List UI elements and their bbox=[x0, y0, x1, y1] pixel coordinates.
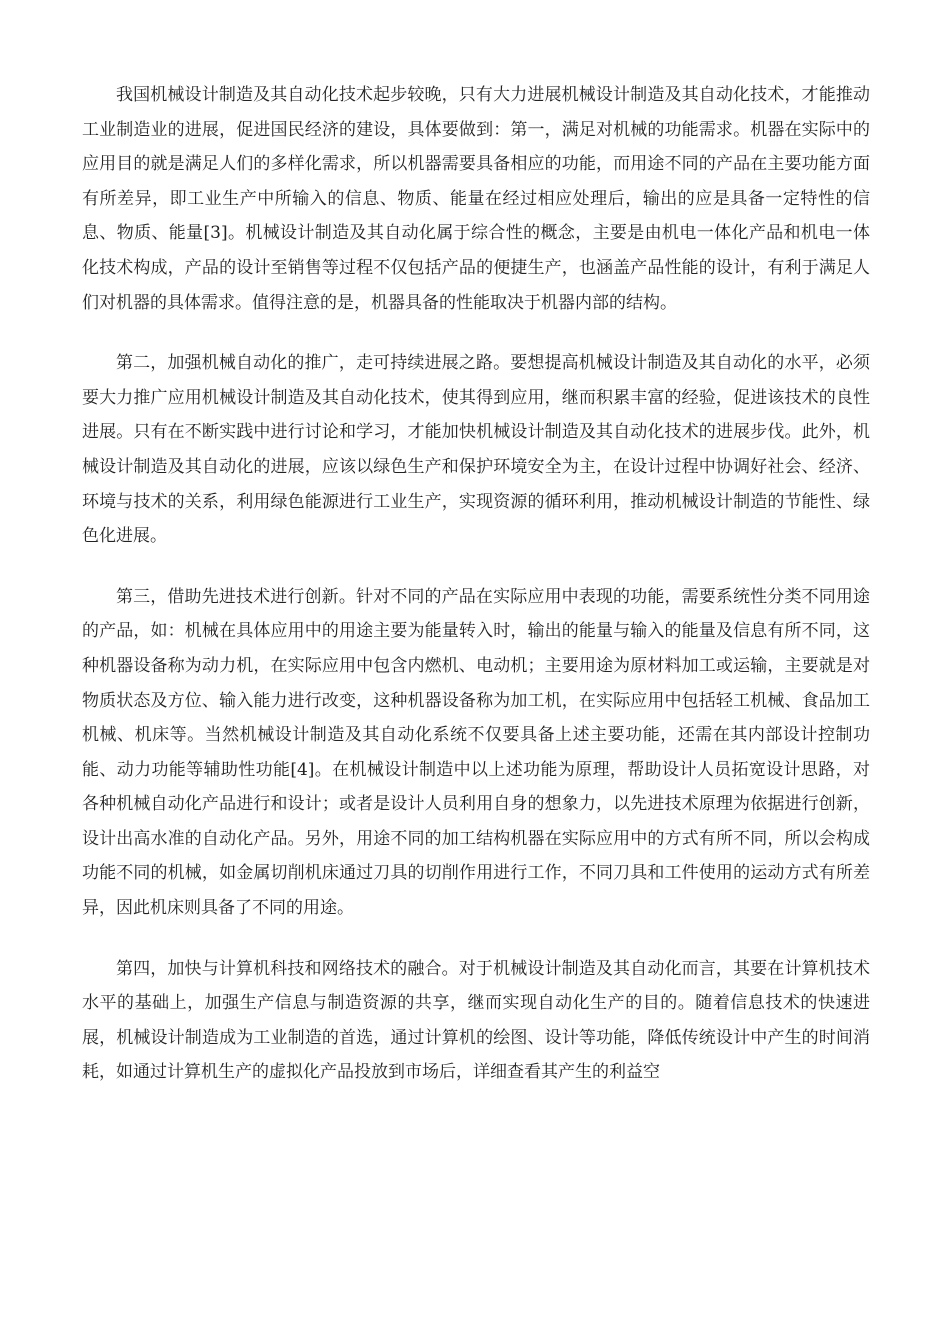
paragraph-function-requirements: 我国机械设计制造及其自动化技术起步较晚，只有大力进展机械设计制造及其自动化技术，才能推动工业制造业的进展，促进国民经济的建设，具体要做到：第一，满足对机械的功能需求。机器在实际中的应用目的就是满足人们的多样化需求，所以机器需要具备相应的功能，而用途不同的产品在主要功能方面有所差异，即工业生产中所输入的信息、物质、能量在经过相应处理后，输出的应是具备一定特性的信息、物质、能量[3]。机械设计制造及其自动化属于综合性的概念，主要是由机电一体化产品和机电一体化技术构成，产品的设计至销售等过程不仅包括产品的便捷生产，也涵盖产品性能的设计，有利于满足人们对机器的具体需求。值得注意的是，机器具备的性能取决于机器内部的结构。 bbox=[82, 85, 870, 313]
paragraph-automation-promotion: 第二，加强机械自动化的推广，走可持续进展之路。要想提高机械设计制造及其自动化的水平，必须要大力推广应用机械设计制造及其自动化技术，使其得到应用，继而积累丰富的经验，促进该技术的良性进展。只有在不断实践中进行讨论和学习，才能加快机械设计制造及其自动化技术的进展步伐。此外，机械设计制造及其自动化的进展，应该以绿色生产和保护环境安全为主，在设计过程中协调好社会、经济、环境与技术的关系，利用绿色能源进行工业生产，实现资源的循环利用，推动机械设计制造的节能性、绿色化进展。 bbox=[82, 353, 870, 547]
document-body bbox=[82, 78, 870, 1090]
paragraph-computer-integration: 第四，加快与计算机科技和网络技术的融合。对于机械设计制造及其自动化而言，其要在计算机技术水平的基础上，加强生产信息与制造资源的共享，继而实现自动化生产的目的。随着信息技术的快速进展，机械设计制造成为工业制造的首选，通过计算机的绘图、设计等功能，降低传统设计中产生的时间消耗，如通过计算机生产的虚拟化产品投放到市场后，详细查看其产生的利益空 bbox=[82, 958, 870, 1083]
paragraph-technology-innovation: 第三，借助先进技术进行创新。针对不同的产品在实际应用中表现的功能，需要系统性分类不同用途的产品，如：机械在具体应用中的用途主要为能量转入时，输出的能量与输入的能量及信息有所不同，这种机器设备称为动力机，在实际应用中包含内燃机、电动机；主要用途为原材料加工或运输，主要就是对物质状态及方位、输入能力进行改变，这种机器设备称为加工机，在实际应用中包括轻工机械、食品加工机械、机床等。当然机械设计制造及其自动化系统不仅要具备上述主要功能，还需在其内部设计控制功能、动力功能等辅助性功能[4]。在机械设计制造中以上述功能为原理，帮助设计人员拓宽设计思路，对各种机械自动化产品进行和设计；或者是设计人员利用自身的想象力，以先进技术原理为依据进行创新，设计出高水准的自动化产品。另外，用途不同的加工结构机器在实际应用中的方式有所不同，所以会构成功能不同的机械，如金属切削机床通过刀具的切削作用进行工作，不同刀具和工件使用的运动方式有所差异，因此机床则具备了不同的用途。 bbox=[82, 586, 870, 919]
